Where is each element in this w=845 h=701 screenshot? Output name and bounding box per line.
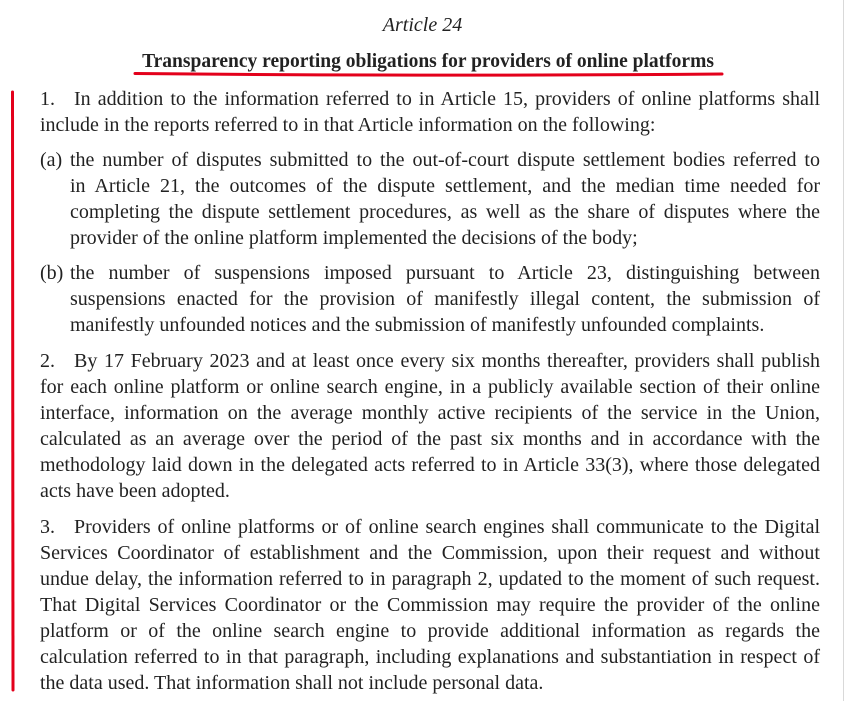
paragraph-line: platform or of the online search engine to provide additional information as regards the	[40, 620, 820, 642]
point-line	[40, 260, 820, 286]
paragraph-line: acts have been adopted.	[40, 480, 230, 502]
point-a	[40, 147, 820, 251]
article-heading: Transparency reporting obligations for providers of online platforms	[142, 51, 714, 72]
paragraph-line: interface, information on the average monthly active recipients of the service in the Union,	[40, 402, 820, 424]
paragraph-line: That Digital Services Coordinator or the Commission may require the provider of the online	[40, 594, 820, 616]
paragraph-line	[40, 514, 820, 540]
page-edge-divider	[843, 0, 844, 701]
point-line: provider of the online platform implemented the decisions of the body;	[70, 227, 638, 249]
paragraph-1	[40, 86, 820, 138]
paragraph-3	[40, 514, 820, 696]
point-label: (b)	[40, 262, 64, 284]
paragraph-2	[40, 348, 820, 504]
paragraph-number: 3.	[40, 516, 55, 538]
paragraph-text: By 17 February 2023 and at least once every six months thereafter, providers shall publish	[74, 350, 820, 372]
paragraph-line: for each online platform or online search engine, in a publicly available section of their online	[40, 376, 820, 398]
paragraph-line: calculation referred to in that paragraph, including explanations and substantiation in respect of	[40, 646, 820, 668]
article-number: Article 24	[382, 14, 463, 36]
point-line: manifestly unfounded notices and the submission of manifestly unfounded complaints.	[70, 314, 765, 336]
paragraph-line: methodology laid down in the delegated acts referred to in Article 33(3), where those delegated	[40, 454, 820, 476]
paragraph-number: 2.	[40, 350, 55, 372]
paragraph-line: calculated as an average over the period of the past six months and in accordance with the	[40, 428, 820, 450]
red-margin-line-annotation	[13, 92, 14, 690]
paragraph-number: 1.	[40, 88, 55, 110]
paragraph-line: Services Coordinator of establishment and the Commission, upon their request and without	[40, 542, 820, 564]
point-label: (a)	[40, 149, 63, 171]
point-b	[40, 260, 820, 338]
paragraph-text: Providers of online platforms or of online search engines shall communicate to the Digital	[74, 516, 820, 538]
paragraph-line	[40, 348, 820, 374]
paragraph-line: include in the reports referred to in that Article information on the following:	[40, 114, 656, 136]
paragraph-line: the data used. That information shall not include personal data.	[40, 672, 544, 694]
point-line: suspensions enacted for the provision of manifestly illegal content, the submission of	[70, 288, 820, 310]
point-text: the number of disputes submitted to the out-of-court dispute settlement bodies referred to	[70, 149, 820, 171]
paragraph-line	[40, 86, 820, 112]
point-line: completing the dispute settlement procedures, as well as the share of disputes where the	[70, 201, 820, 223]
point-text: the number of suspensions imposed pursuant to Article 23, distinguishing between	[70, 262, 820, 284]
point-line: in Article 21, the outcomes of the dispute settlement, and the median time needed for	[70, 175, 820, 197]
paragraph-line: undue delay, the information referred to in paragraph 2, updated to the moment of such request.	[40, 568, 820, 590]
paragraph-text: In addition to the information referred to in Article 15, providers of online platforms shall	[74, 88, 820, 110]
point-line	[40, 147, 820, 173]
